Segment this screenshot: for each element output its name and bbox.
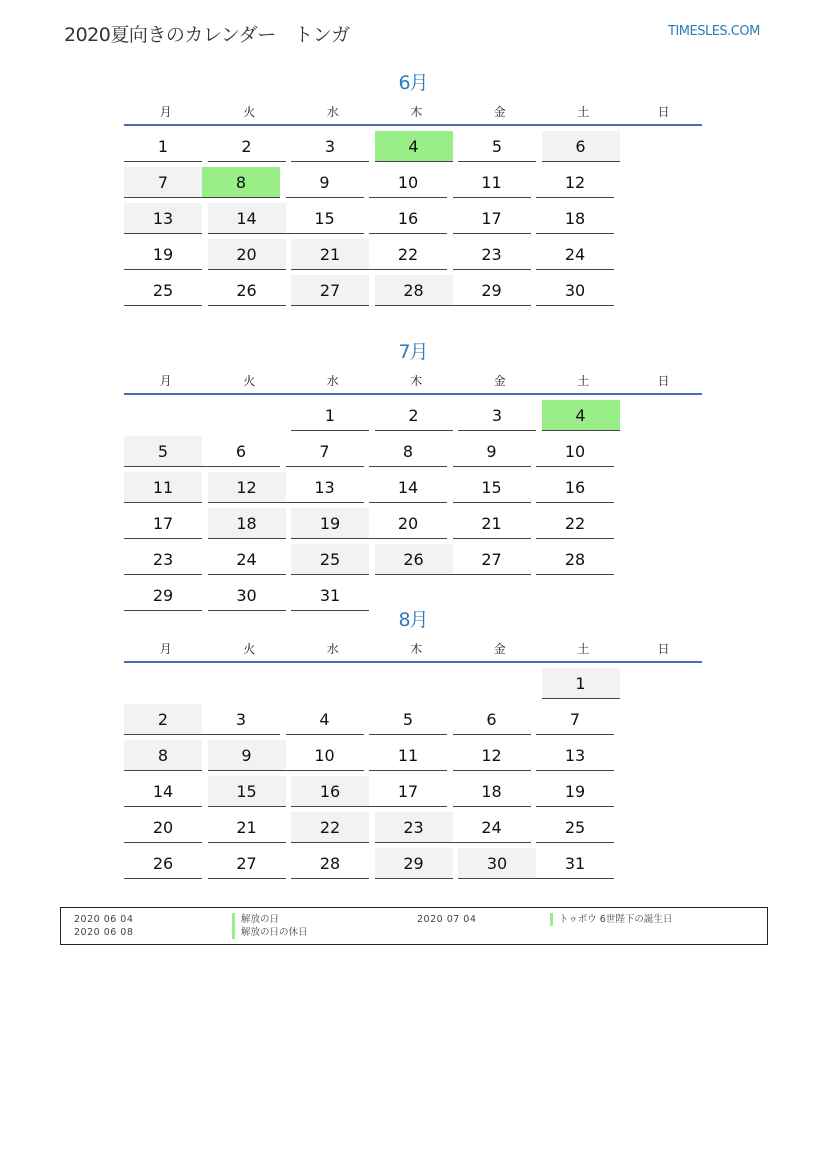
legend-holiday-name: 解放の日 bbox=[232, 913, 279, 926]
day-cell: 19 bbox=[291, 508, 369, 539]
day-cell: 25 bbox=[536, 812, 614, 843]
day-cell: 17 bbox=[369, 776, 447, 807]
day-cell: 15 bbox=[286, 203, 364, 234]
holiday-legend bbox=[60, 907, 768, 945]
day-cell: 6 bbox=[453, 704, 531, 735]
day-cell: 12 bbox=[208, 472, 286, 503]
day-cell: 11 bbox=[124, 472, 202, 503]
day-cell: 5 bbox=[458, 131, 536, 162]
day-cell: 26 bbox=[124, 848, 202, 879]
weekday-mon: 月 bbox=[159, 105, 172, 119]
day-cell: 4 bbox=[286, 704, 364, 735]
holiday-day-cell: 4 bbox=[375, 131, 453, 162]
day-cell: 10 bbox=[286, 740, 364, 771]
day-cell: 30 bbox=[208, 580, 286, 611]
day-cell: 18 bbox=[208, 508, 286, 539]
day-cell: 31 bbox=[536, 848, 614, 879]
day-cell: 27 bbox=[453, 544, 531, 575]
day-cell: 22 bbox=[369, 239, 447, 270]
weekday-sun: 日 bbox=[657, 374, 670, 388]
empty-cell bbox=[458, 668, 536, 699]
weekday-thu: 木 bbox=[410, 642, 423, 656]
day-grid bbox=[124, 395, 702, 616]
day-cell: 14 bbox=[369, 472, 447, 503]
weekday-tue: 火 bbox=[243, 105, 256, 119]
day-cell: 7 bbox=[286, 436, 364, 467]
day-cell: 9 bbox=[286, 167, 364, 198]
day-cell: 3 bbox=[458, 400, 536, 431]
page-title: 2020夏向きのカレンダー トンガ bbox=[64, 24, 350, 46]
day-cell: 26 bbox=[375, 544, 453, 575]
weekday-thu: 木 bbox=[410, 105, 423, 119]
month-title: 8月 bbox=[398, 609, 428, 631]
day-cell: 14 bbox=[124, 776, 202, 807]
empty-cell bbox=[208, 668, 286, 699]
day-cell: 19 bbox=[536, 776, 614, 807]
day-cell: 27 bbox=[291, 275, 369, 306]
day-cell: 25 bbox=[291, 544, 369, 575]
day-cell: 17 bbox=[453, 203, 531, 234]
day-cell: 31 bbox=[291, 580, 369, 611]
weekday-sat: 土 bbox=[577, 642, 590, 656]
weekday-tue: 火 bbox=[243, 374, 256, 388]
day-cell: 17 bbox=[124, 508, 202, 539]
day-cell: 21 bbox=[453, 508, 531, 539]
day-cell: 13 bbox=[286, 472, 364, 503]
day-cell: 28 bbox=[536, 544, 614, 575]
day-cell: 7 bbox=[124, 167, 202, 198]
weekday-sun: 日 bbox=[657, 105, 670, 119]
day-cell: 29 bbox=[375, 848, 453, 879]
legend-holiday-name: トゥポウ 6世陛下の誕生日 bbox=[550, 913, 672, 926]
day-cell: 6 bbox=[542, 131, 620, 162]
weekday-header bbox=[124, 100, 702, 126]
day-cell: 1 bbox=[291, 400, 369, 431]
day-cell: 30 bbox=[458, 848, 536, 879]
day-cell: 28 bbox=[291, 848, 369, 879]
holiday-day-cell: 4 bbox=[542, 400, 620, 431]
weekday-sat: 土 bbox=[577, 105, 590, 119]
weekday-header bbox=[124, 637, 702, 663]
day-cell: 18 bbox=[536, 203, 614, 234]
day-cell: 16 bbox=[291, 776, 369, 807]
weekday-sat: 土 bbox=[577, 374, 590, 388]
day-cell: 10 bbox=[536, 436, 614, 467]
day-cell: 29 bbox=[124, 580, 202, 611]
day-cell: 29 bbox=[453, 275, 531, 306]
day-cell: 19 bbox=[124, 239, 202, 270]
day-cell: 24 bbox=[453, 812, 531, 843]
day-cell: 5 bbox=[124, 436, 202, 467]
legend-date: 2020 06 04 bbox=[74, 914, 134, 925]
weekday-wed: 水 bbox=[326, 374, 339, 388]
empty-cell bbox=[124, 400, 202, 431]
holiday-day-cell: 8 bbox=[202, 167, 280, 198]
day-cell: 21 bbox=[291, 239, 369, 270]
legend-holiday-name: 解放の日の休日 bbox=[232, 926, 308, 939]
day-cell: 15 bbox=[208, 776, 286, 807]
day-cell: 22 bbox=[291, 812, 369, 843]
day-cell: 14 bbox=[208, 203, 286, 234]
day-cell: 5 bbox=[369, 704, 447, 735]
weekday-fri: 金 bbox=[493, 374, 506, 388]
weekday-wed: 水 bbox=[326, 105, 339, 119]
day-cell: 23 bbox=[453, 239, 531, 270]
weekday-mon: 月 bbox=[159, 374, 172, 388]
weekday-wed: 水 bbox=[326, 642, 339, 656]
day-cell: 2 bbox=[208, 131, 286, 162]
day-cell: 20 bbox=[124, 812, 202, 843]
day-cell: 9 bbox=[453, 436, 531, 467]
month-title: 6月 bbox=[398, 72, 428, 94]
day-cell: 12 bbox=[453, 740, 531, 771]
legend-date: 2020 07 04 bbox=[417, 914, 477, 925]
day-cell: 13 bbox=[124, 203, 202, 234]
day-cell: 23 bbox=[124, 544, 202, 575]
day-cell: 27 bbox=[208, 848, 286, 879]
legend-date: 2020 06 08 bbox=[74, 927, 134, 938]
day-cell: 25 bbox=[124, 275, 202, 306]
day-cell: 9 bbox=[208, 740, 286, 771]
day-cell: 28 bbox=[375, 275, 453, 306]
day-cell: 6 bbox=[202, 436, 280, 467]
day-cell: 8 bbox=[124, 740, 202, 771]
day-cell: 16 bbox=[369, 203, 447, 234]
weekday-tue: 火 bbox=[243, 642, 256, 656]
month-title: 7月 bbox=[398, 341, 428, 363]
day-grid bbox=[124, 663, 702, 884]
day-cell: 3 bbox=[291, 131, 369, 162]
day-cell: 10 bbox=[369, 167, 447, 198]
empty-cell bbox=[124, 668, 202, 699]
day-cell: 20 bbox=[369, 508, 447, 539]
day-cell: 21 bbox=[208, 812, 286, 843]
empty-cell bbox=[375, 668, 453, 699]
month-july bbox=[124, 337, 702, 616]
day-grid bbox=[124, 126, 702, 311]
site-logo[interactable]: TIMESLES.COM bbox=[668, 24, 760, 39]
day-cell: 11 bbox=[453, 167, 531, 198]
day-cell: 3 bbox=[202, 704, 280, 735]
day-cell: 30 bbox=[536, 275, 614, 306]
empty-cell bbox=[291, 668, 369, 699]
day-cell: 7 bbox=[536, 704, 614, 735]
month-june bbox=[124, 68, 702, 311]
day-cell: 18 bbox=[453, 776, 531, 807]
day-cell: 20 bbox=[208, 239, 286, 270]
day-cell: 24 bbox=[208, 544, 286, 575]
weekday-mon: 月 bbox=[159, 642, 172, 656]
month-august bbox=[124, 605, 702, 884]
weekday-thu: 木 bbox=[410, 374, 423, 388]
day-cell: 1 bbox=[542, 668, 620, 699]
empty-cell bbox=[208, 400, 286, 431]
day-cell: 26 bbox=[208, 275, 286, 306]
day-cell: 23 bbox=[375, 812, 453, 843]
day-cell: 8 bbox=[369, 436, 447, 467]
weekday-fri: 金 bbox=[493, 642, 506, 656]
day-cell: 12 bbox=[536, 167, 614, 198]
day-cell: 15 bbox=[453, 472, 531, 503]
weekday-header bbox=[124, 369, 702, 395]
day-cell: 1 bbox=[124, 131, 202, 162]
weekday-fri: 金 bbox=[493, 105, 506, 119]
day-cell: 24 bbox=[536, 239, 614, 270]
day-cell: 2 bbox=[375, 400, 453, 431]
day-cell: 22 bbox=[536, 508, 614, 539]
weekday-sun: 日 bbox=[657, 642, 670, 656]
day-cell: 11 bbox=[369, 740, 447, 771]
day-cell: 2 bbox=[124, 704, 202, 735]
day-cell: 13 bbox=[536, 740, 614, 771]
day-cell: 16 bbox=[536, 472, 614, 503]
